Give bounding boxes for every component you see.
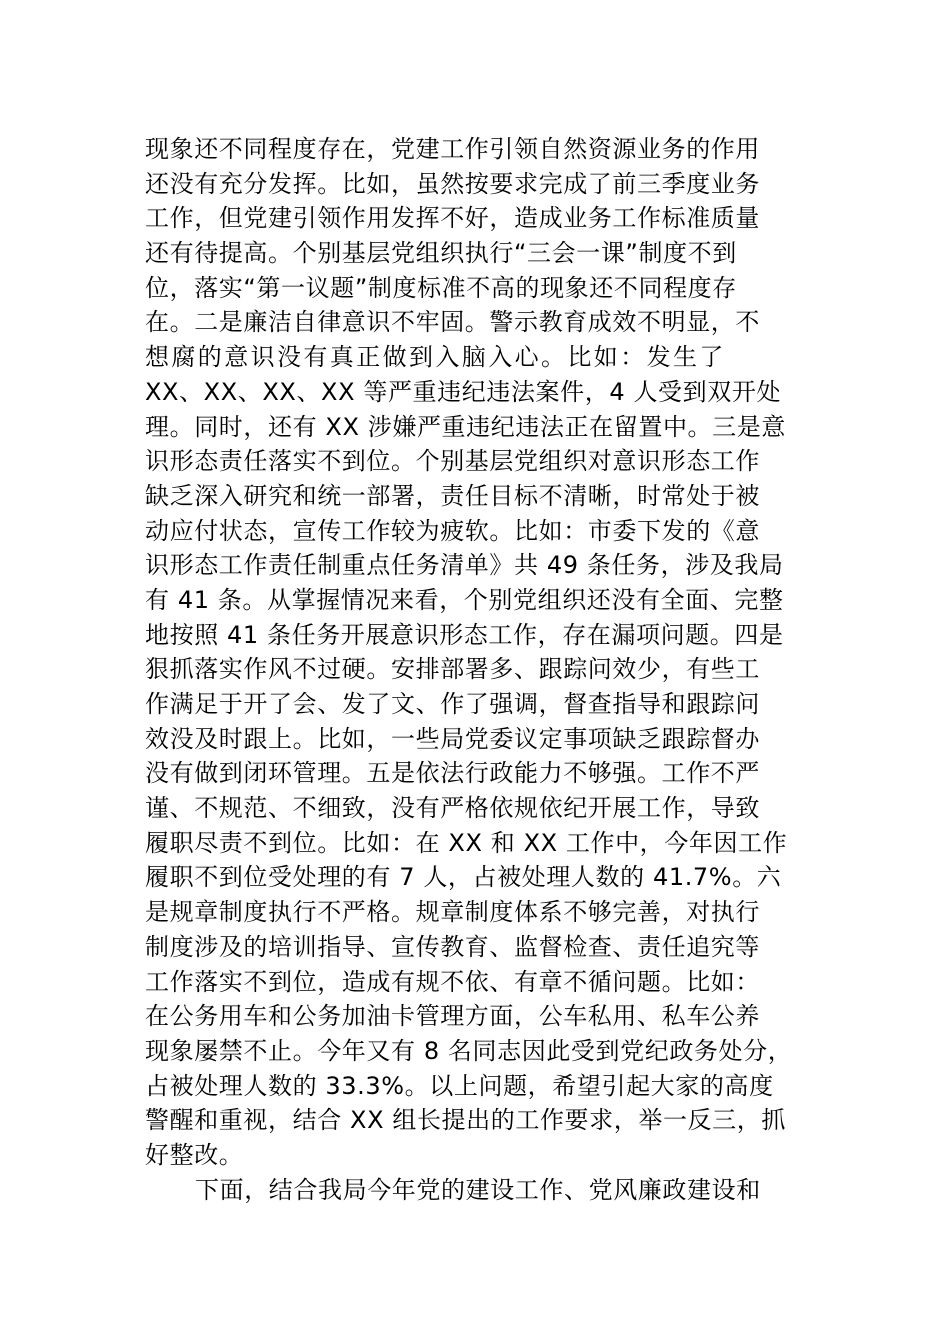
text-line: 缺乏深入研究和统一部署，责任目标不清晰，时常处于被 xyxy=(145,481,760,510)
paragraph-start-line: 下面，结合我局今年党的建设工作、党风廉政建设和 xyxy=(195,1175,761,1204)
text-line: 警醒和重视，结合 XX 组长提出的工作要求，举一反三，抓 xyxy=(145,1106,786,1135)
text-line: 谨、不规范、不细致，没有严格依规依纪开展工作，导致 xyxy=(145,794,760,823)
text-line: 是规章制度执行不严格。规章制度体系不够完善，对执行 xyxy=(145,898,760,927)
text-line: 工作落实不到位，造成有规不依、有章不循问题。比如： xyxy=(145,967,760,996)
text-line: 狠抓落实作风不过硬。安排部署多、跟踪问效少，有些工 xyxy=(145,655,760,684)
text-line: 制度涉及的培训指导、宣传教育、监督检查、责任追究等 xyxy=(145,932,760,961)
text-line: 工作，但党建引领作用发挥不好，造成业务工作标准质量 xyxy=(145,204,760,233)
body-text xyxy=(145,132,815,1207)
text-line: 履职不到位受处理的有 7 人，占被处理人数的 41.7%。六 xyxy=(145,863,782,892)
text-line: 没有做到闭环管理。五是依法行政能力不够强。工作不严 xyxy=(145,759,760,788)
text-line: 想腐的意识没有真正做到入脑入心。比如：发生了 xyxy=(145,343,726,372)
text-line: 效没及时跟上。比如，一些局党委议定事项缺乏跟踪督办 xyxy=(145,724,760,753)
text-line: 作满足于开了会、发了文、作了强调，督查指导和跟踪问 xyxy=(145,690,760,718)
text-line: 还有待提高。个别基层党组织执行“三会一课”制度不到 xyxy=(145,239,737,268)
text-line: XX、XX、XX、XX 等严重违纪违法案件，4 人受到双开处 xyxy=(145,377,782,406)
text-line: 占被处理人数的 33.3%。以上问题，希望引起大家的高度 xyxy=(145,1071,774,1100)
text-line: 动应付状态，宣传工作较为疲软。比如：市委下发的《意 xyxy=(145,516,760,545)
text-line: 在公务用车和公务加油卡管理方面，公车私用、私车公养 xyxy=(145,1002,760,1031)
text-line: 还没有充分发挥。比如，虽然按要求完成了前三季度业务 xyxy=(145,169,760,198)
text-line: 有 41 条。从掌握情况来看，个别党组织还没有全面、完整 xyxy=(145,585,784,614)
text-line: 在。二是廉洁自律意识不牢固。警示教育成效不明显，不 xyxy=(145,308,760,337)
text-line: 现象还不同程度存在，党建工作引领自然资源业务的作用 xyxy=(145,135,760,163)
text-line: 理。同时，还有 XX 涉嫌严重违纪违法正在留置中。三是意 xyxy=(145,412,786,441)
text-line: 现象屡禁不止。今年又有 8 名同志因此受到党纪政务处分， xyxy=(145,1036,793,1065)
text-line: 履职尽责不到位。比如：在 XX 和 XX 工作中，今年因工作 xyxy=(145,828,788,857)
text-line: 位，落实“第一议题”制度标准不高的现象还不同程度存 xyxy=(145,273,737,302)
text-line: 好整改。 xyxy=(145,1140,244,1169)
text-line: 地按照 41 条任务开展意识形态工作，存在漏项问题。四是 xyxy=(145,620,784,649)
text-line: 识形态责任落实不到位。个别基层党组织对意识形态工作 xyxy=(145,447,760,476)
text-line: 识形态工作责任制重点任务清单》共 49 条任务，涉及我局 xyxy=(145,551,784,580)
